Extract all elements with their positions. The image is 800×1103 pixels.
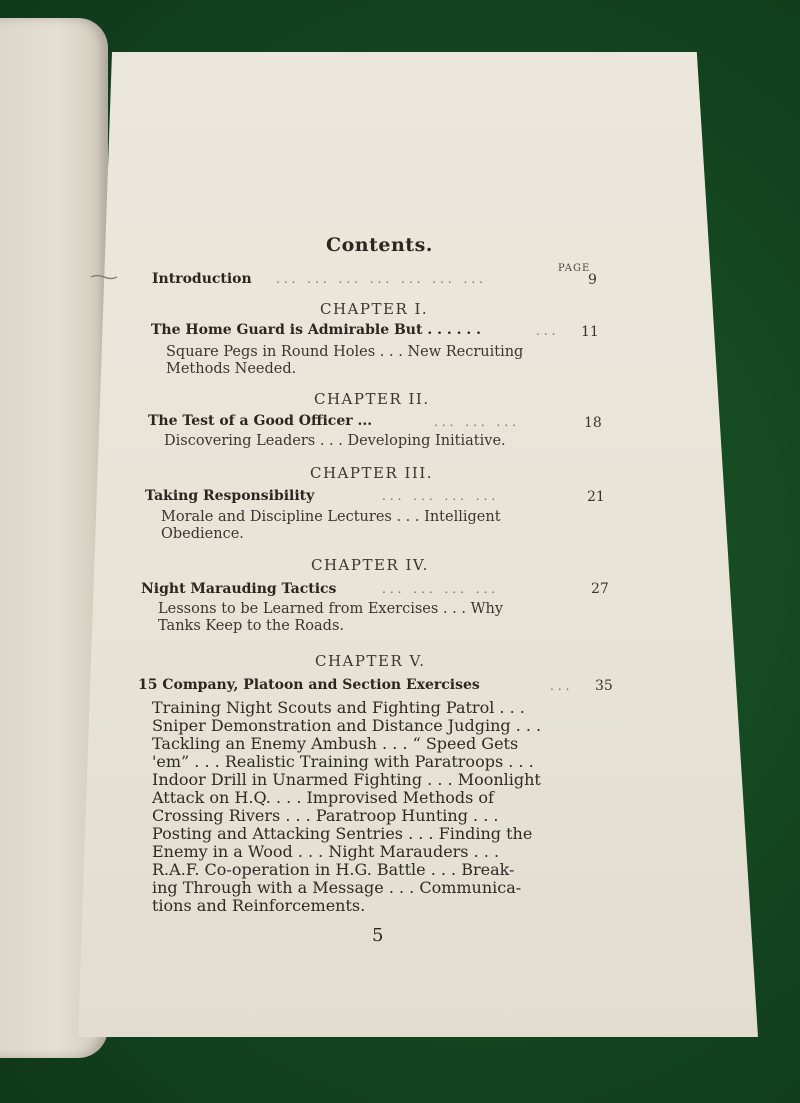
introduction-title: Introduction	[152, 271, 252, 287]
chapter-3-description	[161, 509, 501, 543]
chapter-5-description-line: tions and Reinforcements.	[152, 896, 366, 915]
chapter-4-heading: CHAPTER IV.	[311, 556, 429, 574]
chapter-5-description-line: Training Night Scouts and Fighting Patrol . . .	[152, 698, 525, 717]
chapter-5-description-line: Posting and Attacking Sentries . . . Finding the	[152, 824, 533, 843]
chapter-1-description-line: Square Pegs in Round Holes . . . New Recruiting	[166, 344, 524, 360]
chapter-3-description-line: Obedience.	[161, 526, 244, 542]
chapter-5-description-line: ing Through with a Message . . . Communica-	[152, 878, 522, 897]
chapter-5-page-number: 35	[595, 678, 613, 694]
chapter-4-description-line: Lessons to be Learned from Exercises . . . Why	[158, 601, 504, 617]
chapter-4-description-line: Tanks Keep to the Roads.	[158, 618, 345, 634]
chapter-2-page-number: 18	[584, 415, 602, 431]
chapter-3-description-line: Morale and Discipline Lectures . . . Intelligent	[161, 509, 501, 525]
chapter-4-title: Night Marauding Tactics	[141, 581, 337, 597]
chapter-5-heading: CHAPTER V.	[315, 652, 426, 670]
chapter-5-description	[152, 699, 541, 915]
chapter-5-title: 15 Company, Platoon and Section Exercises	[138, 677, 480, 693]
chapter-5-description-line: Attack on H.Q. . . . Improvised Methods of	[152, 788, 494, 807]
chapter-5-description-line: 'em” . . . Realistic Training with Paratroops . . .	[152, 752, 534, 771]
chapter-5-description-line: Tackling an Enemy Ambush . . . “ Speed Gets	[152, 734, 519, 753]
chapter-1-page-number: 11	[581, 324, 599, 340]
chapter-2-leader-dots: ... ... ...	[434, 415, 520, 429]
chapter-1-heading: CHAPTER I.	[320, 300, 429, 318]
chapter-5-description-line: R.A.F. Co-operation in H.G. Battle . . . Break-	[152, 860, 515, 879]
chapter-1-description	[166, 344, 523, 378]
chapter-5-leader-dots: ...	[550, 679, 574, 693]
chapter-2-title: The Test of a Good Officer ...	[148, 413, 373, 429]
chapter-2-description	[164, 433, 506, 450]
contents-title: Contents.	[326, 234, 433, 256]
chapter-3-title: Taking Responsibility	[145, 488, 315, 504]
chapter-4-leader-dots: ... ... ... ...	[382, 582, 500, 596]
chapter-1-title: The Home Guard is Admirable But . . . . . .	[151, 322, 481, 338]
chapter-5-description-line: Enemy in a Wood . . . Night Marauders . . .	[152, 842, 500, 861]
introduction-page-number: 9	[588, 272, 597, 288]
chapter-2-description-line: Discovering Leaders . . . Developing Initiative.	[164, 433, 506, 449]
chapter-3-page-number: 21	[587, 489, 605, 505]
page-column-header: PAGE	[558, 263, 591, 274]
chapter-4-description	[158, 601, 503, 635]
chapter-5-description-line: Indoor Drill in Unarmed Fighting . . . Moonlight	[152, 770, 541, 789]
chapter-1-leader-dots: ...	[536, 324, 560, 338]
chapter-1-description-line: Methods Needed.	[166, 361, 297, 377]
chapter-5-description-line: Crossing Rivers . . . Paratroop Hunting . . .	[152, 806, 499, 825]
chapter-3-leader-dots: ... ... ... ...	[382, 489, 500, 503]
chapter-2-heading: CHAPTER II.	[314, 390, 430, 408]
chapter-5-description-line: Sniper Demonstration and Distance Judging . . .	[152, 716, 542, 735]
chapter-4-page-number: 27	[591, 581, 609, 597]
page-number: 5	[372, 925, 384, 946]
chapter-3-heading: CHAPTER III.	[310, 464, 434, 482]
introduction-leader-dots: ... ... ... ... ... ... ...	[276, 272, 487, 286]
